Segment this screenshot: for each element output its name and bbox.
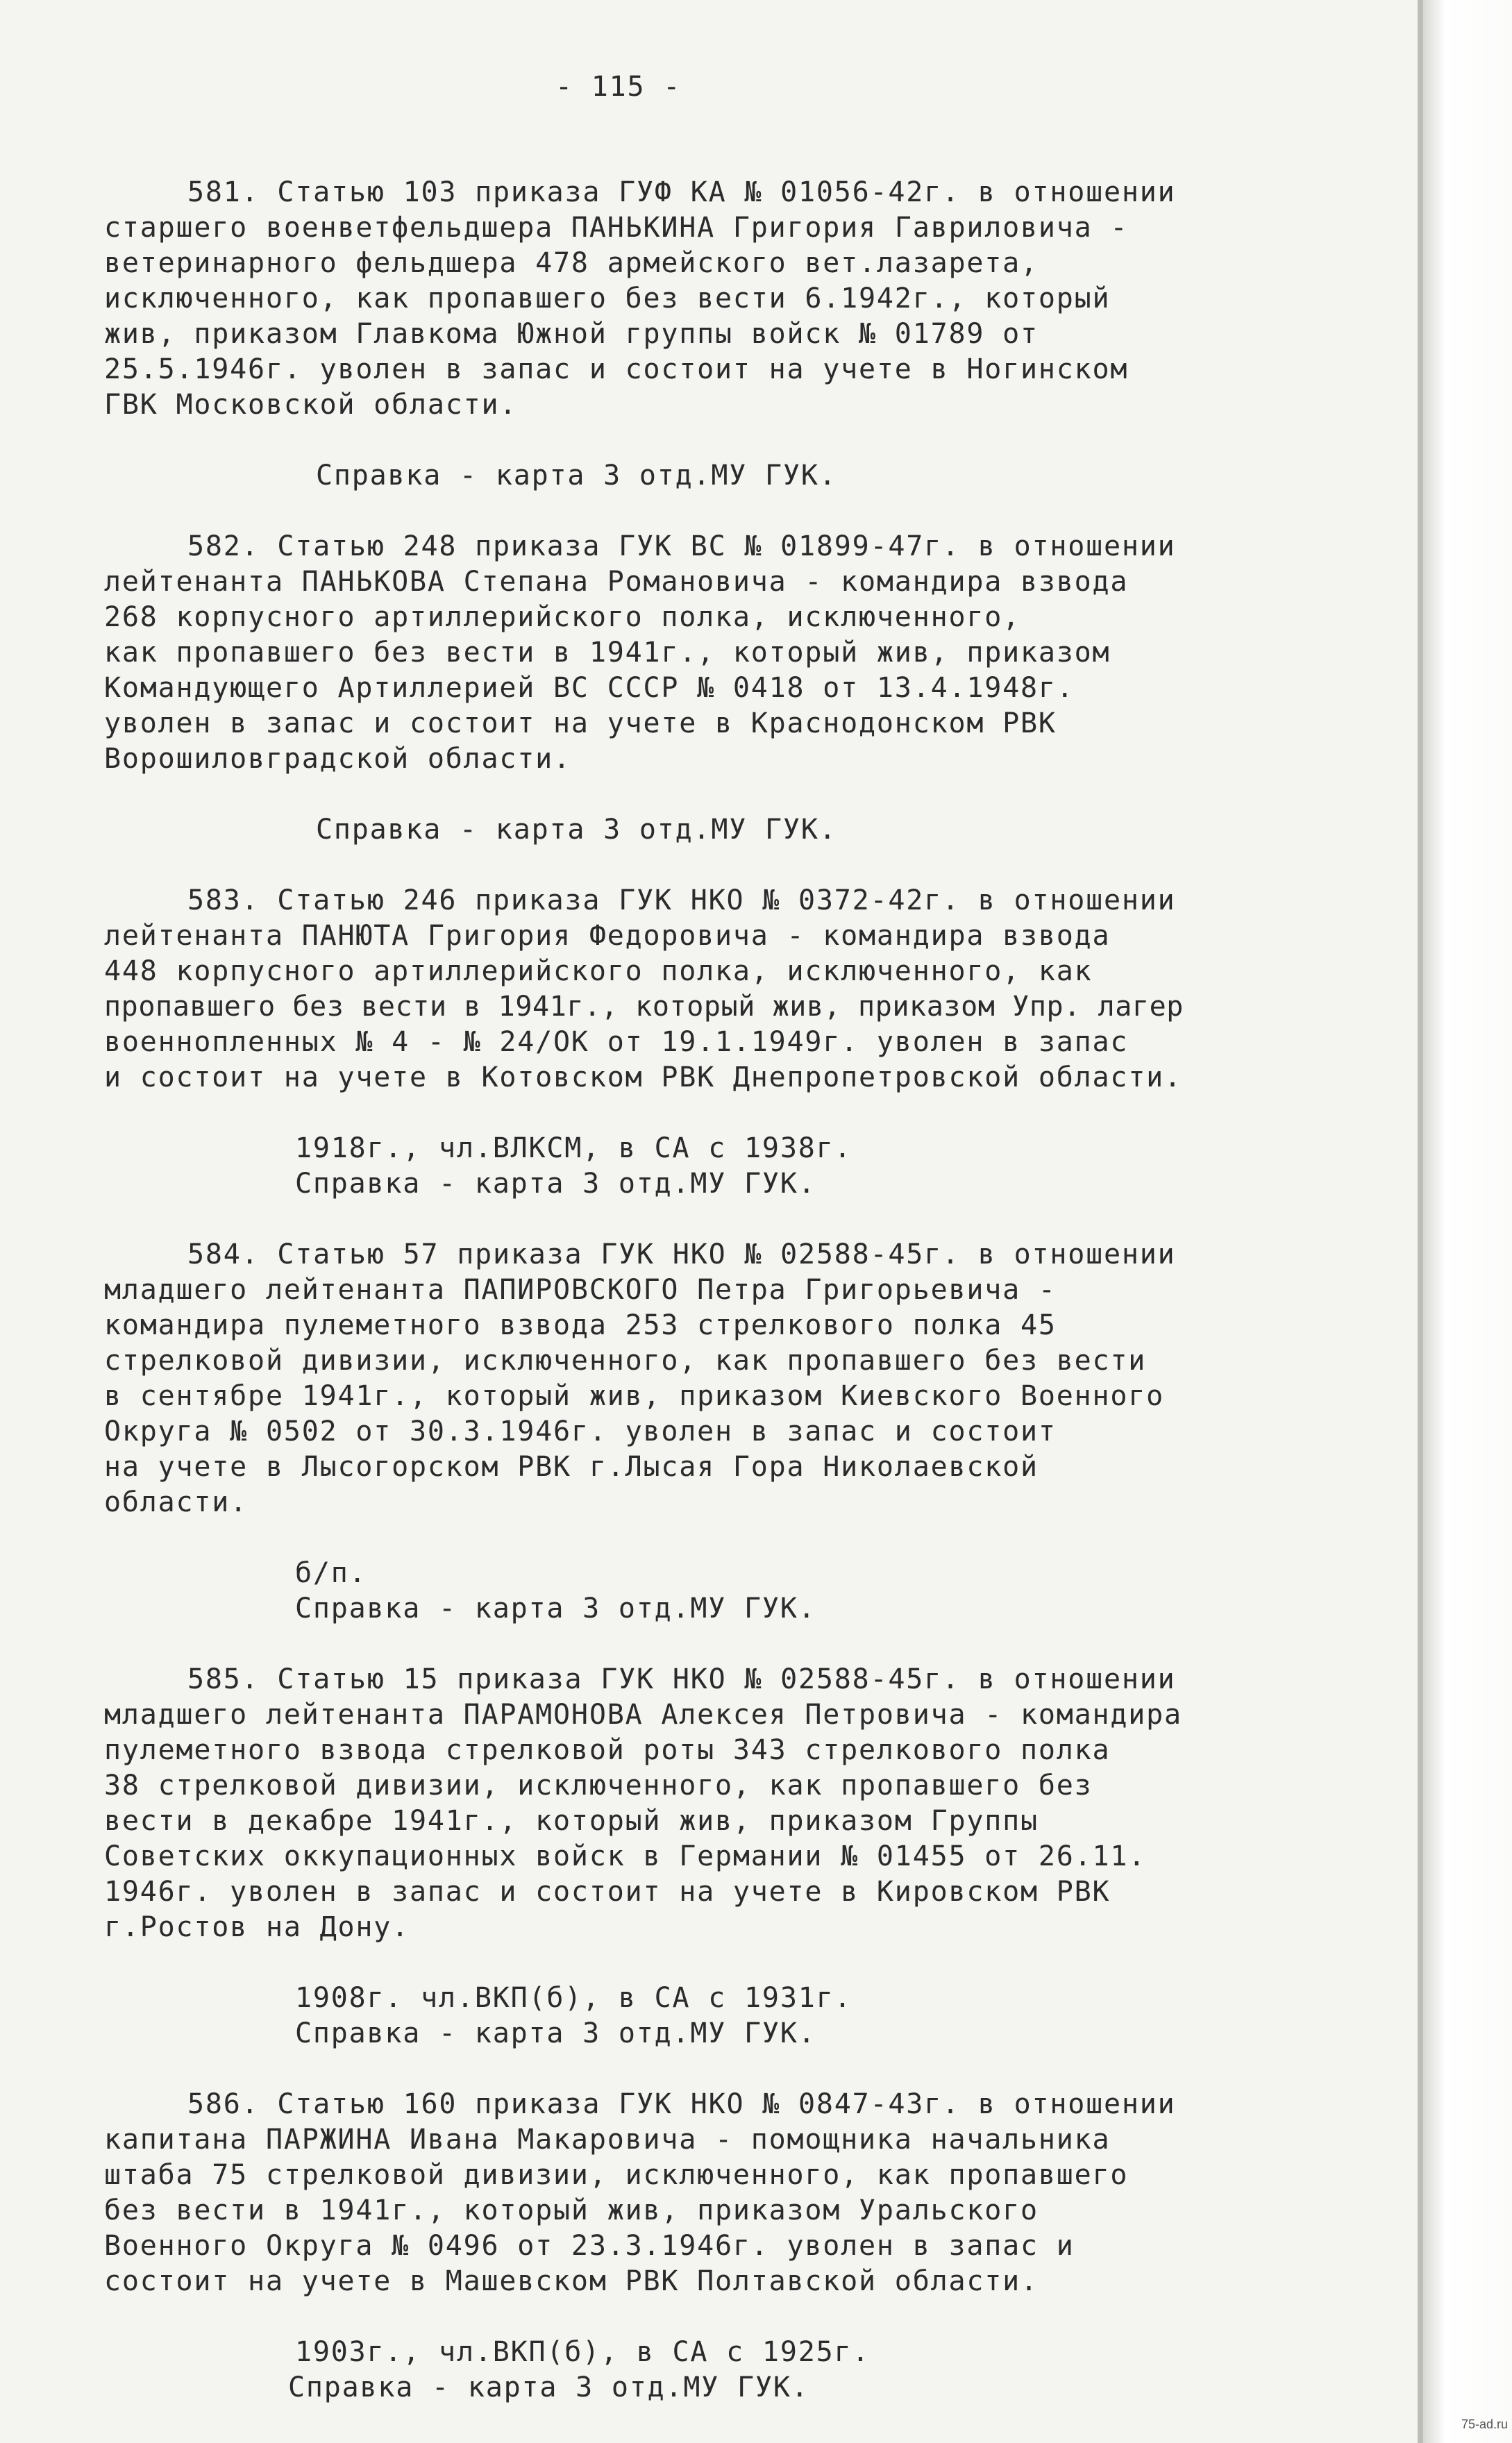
entry-586-line-6: состоит на учете в Машевском РВК Полтавской области. [104,2265,1039,2297]
entry-581-line-2: старшего военветфельдшера ПАНЬКИНА Григория Гавриловича - [104,212,1129,244]
entry-582-line-4: как пропавшего без вести в 1941г., который жив, приказом [104,637,1111,669]
entry-585-line-6: Советских оккупационных войск в Германии № 01455 от 26.11. [104,1840,1147,1872]
entry-586-line-1: 586. Статью 160 приказа ГУК НКО № 0847-43г. в отношении [187,2088,1176,2120]
entry-586-line-4: без вести в 1941г., который жив, приказом Уральского [104,2194,1039,2226]
entry-585-line-7: 1946г. уволен в запас и состоит на учете в Кировском РВК [104,1876,1111,1908]
corner-stamp: 75-ad.ru [1461,2417,1508,2431]
entry-585-bio: 1908г. чл.ВКП(б), в СА с 1931г. [295,1982,852,2014]
page-edge-shadow [1418,0,1423,2443]
entry-584-line-8: области. [104,1486,249,1518]
entry-582-line-6: уволен в запас и состоит на учете в Краснодонском РВК [104,707,1057,739]
page-number: - 115 - [555,71,682,103]
entry-583-line-2: лейтенанта ПАНЮТА Григория Федоровича - командира взвода [104,920,1111,952]
entry-585-line-1: 585. Статью 15 приказа ГУК НКО № 02588-45г. в отношении [187,1663,1176,1695]
entry-586-bio: 1903г., чл.ВКП(б), в СА с 1925г. [295,2336,871,2368]
entry-584-line-1: 584. Статью 57 приказа ГУК НКО № 02588-45г. в отношении [187,1239,1176,1270]
entry-582-reference: Справка - карта 3 отд.МУ ГУК. [316,814,837,846]
entry-581-line-5: жив, приказом Главкома Южной группы войск № 01789 от [104,318,1039,350]
entry-583-line-5: военнопленных № 4 - № 24/ОК от 19.1.1949г. уволен в запас [104,1026,1129,1058]
entry-585-line-5: вести в декабре 1941г., который жив, приказом Группы [104,1805,1039,1837]
page-margin-background [1423,0,1512,2443]
entry-583-line-4: пропавшего без вести в 1941г., который жив, приказом Упр. лагер [104,991,1184,1023]
entry-582-line-5: Командующего Артиллерией ВС СССР № 0418 от 13.4.1948г. [104,672,1075,704]
entry-581-line-7: ГВК Московской области. [104,389,518,421]
entry-581-line-4: исключенного, как пропавшего без вести 6.1942г., который [104,283,1111,314]
entry-582-line-1: 582. Статью 248 приказа ГУК ВС № 01899-47г. в отношении [187,530,1176,562]
entry-585-line-4: 38 стрелковой дивизии, исключенного, как пропавшего без [104,1770,1093,1802]
entry-581-line-1: 581. Статью 103 приказа ГУФ КА № 01056-42г. в отношении [187,176,1176,208]
entry-584-line-6: Округа № 0502 от 30.3.1946г. уволен в запас и состоит [104,1416,1057,1447]
entry-585-line-2: младшего лейтенанта ПАРАМОНОВА Алексея Петровича - командира [104,1699,1182,1731]
entry-585-reference: Справка - карта 3 отд.МУ ГУК. [295,2017,816,2049]
entry-584-line-3: командира пулеметного взвода 253 стрелкового полка 45 [104,1309,1057,1341]
entry-581-line-6: 25.5.1946г. уволен в запас и состоит на учете в Ногинском [104,353,1129,385]
entry-583-reference: Справка - карта 3 отд.МУ ГУК. [295,1168,816,1200]
entry-585-line-3: пулеметного взвода стрелковой роты 343 стрелкового полка [104,1734,1111,1766]
entry-584-line-4: стрелковой дивизии, исключенного, как пропавшего без вести [104,1345,1147,1377]
entry-582-line-3: 268 корпусного артиллерийского полка, исключенного, [104,601,1020,633]
entry-584-line-5: в сентябре 1941г., который жив, приказом Киевского Военного [104,1380,1165,1412]
entry-585-line-8: г.Ростов на Дону. [104,1911,410,1943]
entry-586-line-3: штаба 75 стрелковой дивизии, исключенного, как пропавшего [104,2159,1129,2191]
entry-584-line-2: младшего лейтенанта ПАПИРОВСКОГО Петра Григорьевича - [104,1274,1057,1306]
entry-582-line-2: лейтенанта ПАНЬКОВА Степана Романовича - командира взвода [104,566,1129,598]
entry-586-line-5: Военного Округа № 0496 от 23.3.1946г. уволен в запас и [104,2230,1075,2262]
entry-581-reference: Справка - карта 3 отд.МУ ГУК. [316,460,837,492]
entry-584-bio: б/п. [295,1557,367,1589]
entry-584-reference: Справка - карта 3 отд.МУ ГУК. [295,1593,816,1625]
entry-584-line-7: на учете в Лысогорском РВК г.Лысая Гора Николаевской [104,1451,1039,1483]
entry-583-line-1: 583. Статью 246 приказа ГУК НКО № 0372-42г. в отношении [187,884,1176,916]
entry-582-line-7: Ворошиловградской области. [104,743,571,775]
entry-583-line-3: 448 корпусного артиллерийского полка, исключенного, как [104,955,1093,987]
entry-583-line-6: и состоит на учете в Котовском РВК Днепропетровской области. [104,1061,1182,1093]
entry-581-line-3: ветеринарного фельдшера 478 армейского вет.лазарета, [104,247,1039,279]
entry-586-reference: Справка - карта 3 отд.МУ ГУК. [288,2371,809,2403]
entry-583-bio: 1918г., чл.ВЛКСМ, в СА с 1938г. [295,1132,852,1164]
entry-586-line-2: капитана ПАРЖИНА Ивана Макаровича - помощника начальника [104,2124,1111,2156]
